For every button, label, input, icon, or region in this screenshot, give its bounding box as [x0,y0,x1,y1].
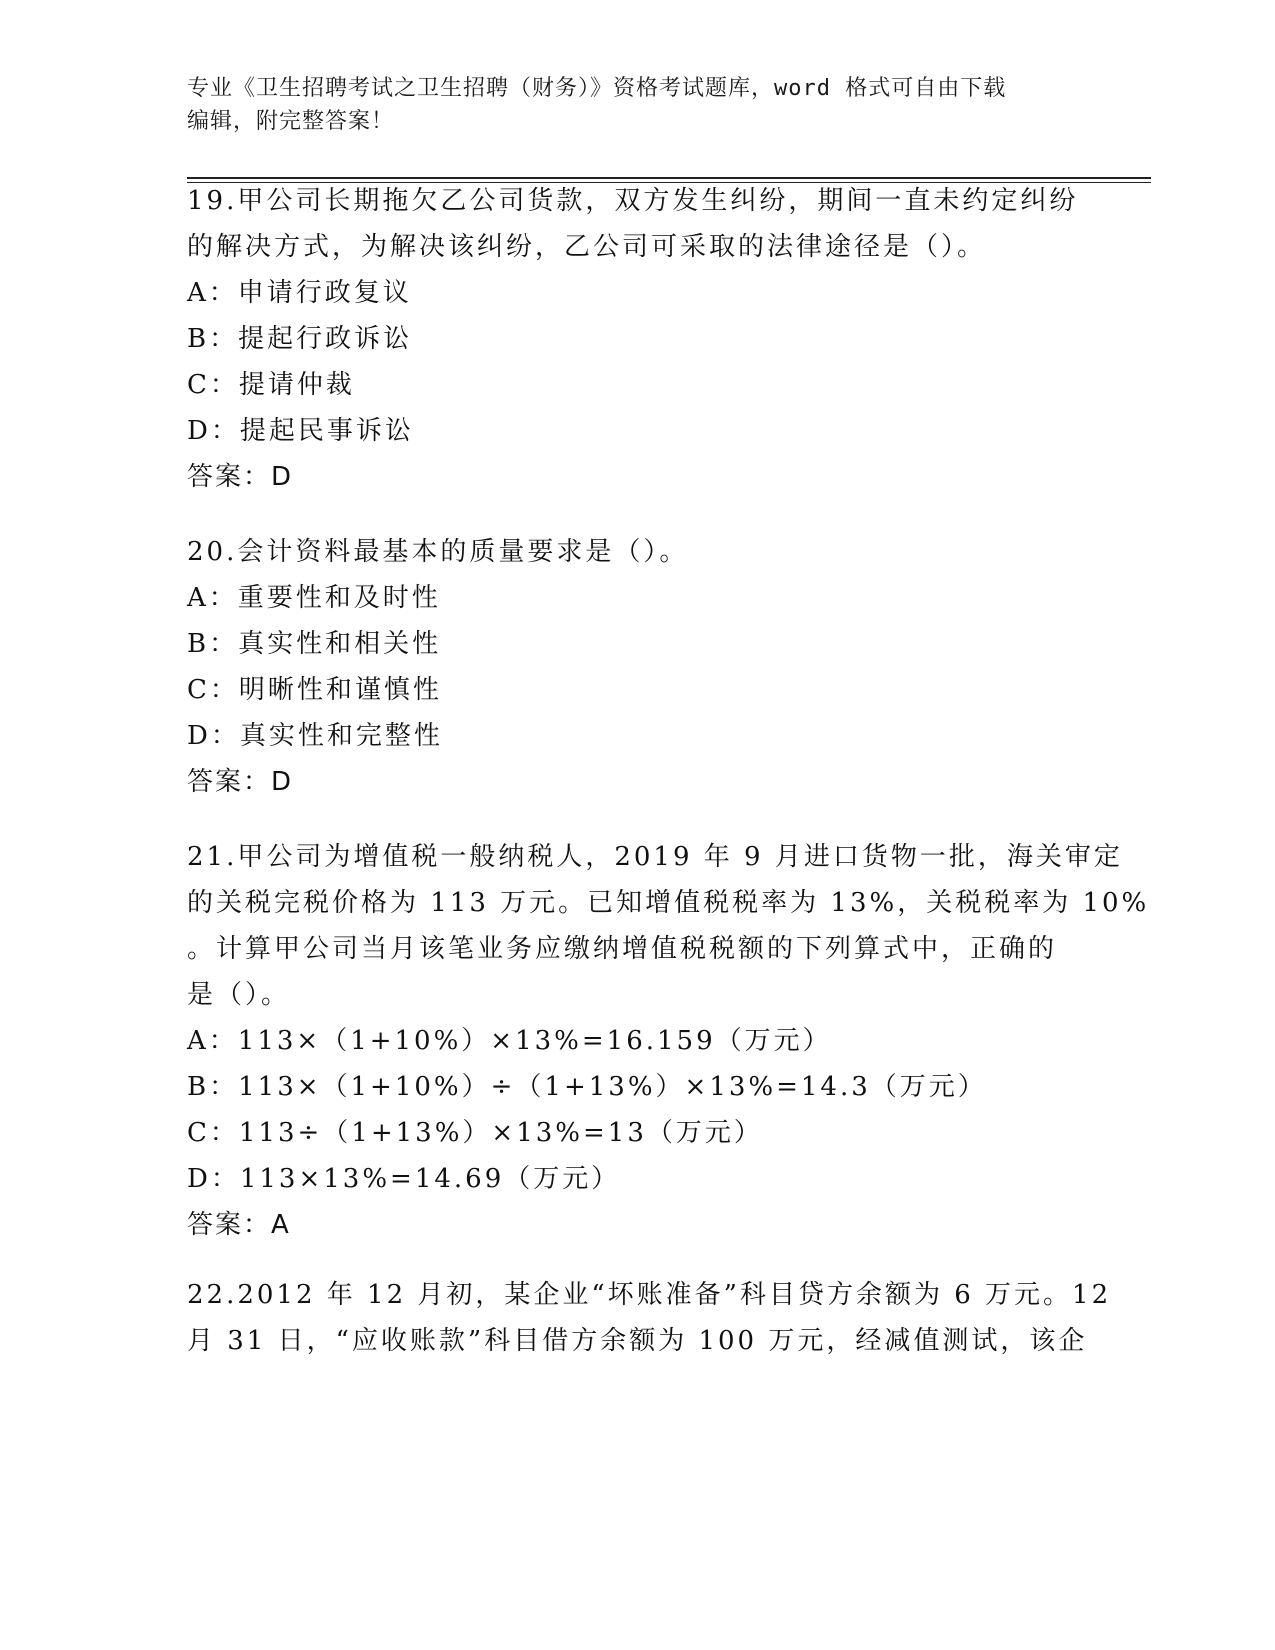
answer: 答案：D [187,462,294,492]
option-b: B：113×（1+10%）÷（1+13%）×13%=14.3（万元） [187,1072,987,1102]
header-line-2: 编辑，附完整答案！ [187,109,395,134]
question-stem [187,1272,1112,1364]
stem-line: 月 31 日，“应收账款”科目借方余额为 100 万元，经减值测试，该企 [187,1326,1088,1356]
option-c: C：113÷（1+13%）×13%=13（万元） [187,1118,763,1148]
option-d: D：真实性和完整性 [187,721,443,751]
option-a: A：113×（1+10%）×13%=16.159（万元） [187,1026,832,1056]
stem-line: 。计算甲公司当月该笔业务应缴纳增值税税额的下列算式中，正确的 [187,934,1058,964]
question-22 [187,1272,1112,1364]
stem-line: 20.会计资料最基本的质量要求是（）。 [187,537,689,567]
answer: 答案：D [187,767,294,797]
option-d: D：提起民事诉讼 [187,416,414,446]
question-21 [187,834,1150,1248]
question-20 [187,529,1087,805]
option-b: B：提起行政诉讼 [187,324,413,354]
option-d: D：113×13%=14.69（万元） [187,1164,621,1194]
option-b: B：真实性和相关性 [187,629,442,659]
header-line-1: 专业《卫生招聘考试之卫生招聘（财务）》资格考试题库，word 格式可自由下载 [187,76,1007,101]
question-stem [187,529,1087,575]
option-a: A：申请行政复议 [187,278,412,308]
stem-line: 是（）。 [187,980,291,1010]
stem-line: 22.2012 年 12 月初，某企业“坏账准备”科目贷方余额为 6 万元。12 [187,1280,1112,1310]
document-header [187,72,1067,138]
option-c: C：明晰性和谨慎性 [187,675,442,705]
stem-line: 19.甲公司长期拖欠乙公司货款，双方发生纠纷，期间一直未约定纠纷 [187,186,1079,216]
option-c: C：提请仲裁 [187,370,355,400]
stem-line: 21.甲公司为增值税一般纳税人，2019 年 9 月进口货物一批，海关审定 [187,842,1123,872]
question-19 [187,178,1087,500]
answer: 答案：A [187,1210,291,1240]
question-stem [187,834,1150,1018]
stem-line: 的解决方式，为解决该纠纷，乙公司可采取的法律途径是（）。 [187,232,987,262]
option-a: A：重要性和及时性 [187,583,441,613]
question-stem [187,178,1087,270]
stem-line: 的关税完税价格为 113 万元。已知增值税税率为 13%，关税税率为 10% [187,888,1150,918]
